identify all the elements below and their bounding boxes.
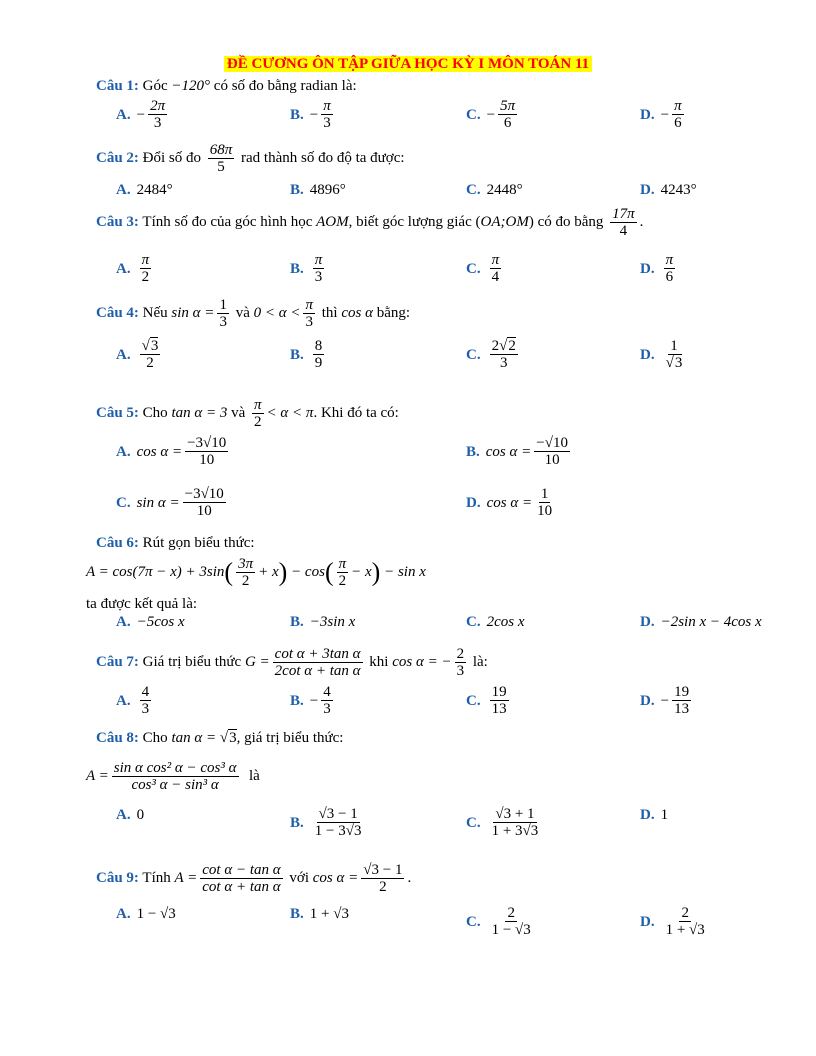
q7-option-a[interactable]: A. $\frac{4}{3}$ bbox=[116, 684, 150, 717]
q5-option-d[interactable]: D. cos α = $\frac{1}{10}$ bbox=[466, 486, 553, 519]
q8-option-a[interactable]: A. 0 bbox=[116, 807, 145, 823]
q6-expression: A = cos(7π − x) + 3sin( $\frac{3\pi}{2}$ + x) − cos( $\frac{\pi}{2}$ − x) − sin x bbox=[86, 556, 426, 589]
question-8: Câu 8: Cho tan α = √3, giá trị biểu thức: bbox=[96, 730, 344, 746]
q6-option-c[interactable]: C. 2cos x bbox=[466, 614, 525, 630]
q1-option-c[interactable]: C. − $\frac{5\pi}{6}$ bbox=[466, 98, 516, 131]
document-title: ĐỀ CƯƠNG ÔN TẬP GIỮA HỌC KỲ I MÔN TOÁN 11 bbox=[0, 56, 816, 73]
q1-option-a[interactable]: A. − $\frac{2\pi}{3}$ bbox=[116, 98, 166, 131]
q3-option-b[interactable]: B. $\frac{\pi}{3}$ bbox=[290, 252, 323, 285]
q3-option-a[interactable]: A. $\frac{\pi}{2}$ bbox=[116, 252, 150, 285]
q3-option-d[interactable]: D. $\frac{\pi}{6}$ bbox=[640, 252, 674, 285]
question-5: Câu 5: Cho tan α = 3 và $\frac{\pi}{2}$ < α < π. Khi đó ta có: bbox=[96, 397, 399, 430]
q5-option-c[interactable]: C. sin α = $\frac{-3√10}{10}$ bbox=[116, 486, 224, 519]
q4-option-a[interactable]: A. $\frac{√3}{2}$ bbox=[116, 338, 159, 371]
q9-option-c[interactable]: C. $\frac{2}{1 - √3}$ bbox=[466, 905, 531, 938]
q8-expression: A = $\frac{\text{sin α cos² α − cos³ α}}{\text{cos³ α − sin³ α}}$ là bbox=[86, 760, 260, 793]
question-7: Câu 7: Giá trị biểu thức G = $\frac{\text{cot α + 3tan α}}{\text{2cot α + tan α}}$ khi cos α = − $\frac{2}{3}$ là: bbox=[96, 646, 488, 679]
q5-option-b[interactable]: B. cos α = $\frac{-√10}{10}$ bbox=[466, 435, 568, 468]
q4-option-b[interactable]: B. $\frac{8}{9}$ bbox=[290, 338, 323, 371]
question-4: Câu 4: Nếu sin α = $\frac{1}{3}$ và 0 < α < $\frac{\pi}{3}$ thì cos α bằng: bbox=[96, 297, 411, 330]
q2-option-c[interactable]: C. 2448° bbox=[466, 182, 523, 198]
question-6: Câu 6: Rút gọn biểu thức: bbox=[96, 535, 255, 551]
q7-option-d[interactable]: D. − $\frac{19}{13}$ bbox=[640, 684, 690, 717]
q2-option-a[interactable]: A. 2484° bbox=[116, 182, 173, 198]
question-9: Câu 9: Tính A = $\frac{\text{cot α − tan α}}{\text{cot α + tan α}}$ với cos α = $\frac{√3 - 1}{2}$ . bbox=[96, 862, 412, 895]
q8-option-c[interactable]: C. $\frac{√3 + 1}{1 + 3√3}$ bbox=[466, 806, 539, 839]
q9-option-d[interactable]: D. $\frac{2}{1 + √3}$ bbox=[640, 905, 705, 938]
q7-option-b[interactable]: B. − $\frac{4}{3}$ bbox=[290, 684, 331, 717]
q9-option-a[interactable]: A. 1 − √3 bbox=[116, 906, 176, 922]
q1-option-b[interactable]: B. − $\frac{\pi}{3}$ bbox=[290, 98, 331, 131]
q3-option-c[interactable]: C. $\frac{\pi}{4}$ bbox=[466, 252, 500, 285]
q4-option-c[interactable]: C. $\frac{2√2}{3}$ bbox=[466, 338, 516, 371]
question-1: Câu 1: Góc −120° có số đo bằng radian là: bbox=[96, 78, 357, 94]
q7-option-c[interactable]: C. $\frac{19}{13}$ bbox=[466, 684, 507, 717]
q8-option-b[interactable]: B. $\frac{√3 - 1}{1 - 3√3}$ bbox=[290, 806, 362, 839]
q8-option-d[interactable]: D. 1 bbox=[640, 807, 669, 823]
question-2: Câu 2: Đổi số đo $\frac{68\pi}{5}$ rad thành số đo độ ta được: bbox=[96, 142, 405, 175]
q2-option-b[interactable]: B. 4896° bbox=[290, 182, 346, 198]
q6-option-a[interactable]: A. −5cos x bbox=[116, 614, 185, 630]
q2-option-d[interactable]: D. 4243° bbox=[640, 182, 697, 198]
q1-option-d[interactable]: D. − $\frac{\pi}{6}$ bbox=[640, 98, 682, 131]
q6-option-d[interactable]: D. −2sin x − 4cos x bbox=[640, 614, 762, 630]
question-3: Câu 3: Tính số đo của góc hình học AOM, biết góc lượng giác (OA;OM) có đo bằng $\frac{17\pi}{4}$ . bbox=[96, 206, 644, 239]
q6-option-b[interactable]: B. −3sin x bbox=[290, 614, 356, 630]
q5-option-a[interactable]: A. cos α = $\frac{-3√10}{10}$ bbox=[116, 435, 227, 468]
q6-prompt: ta được kết quả là: bbox=[86, 596, 198, 612]
q9-option-b[interactable]: B. 1 + √3 bbox=[290, 906, 349, 922]
q4-option-d[interactable]: D. $\frac{1}{√3}$ bbox=[640, 338, 683, 371]
